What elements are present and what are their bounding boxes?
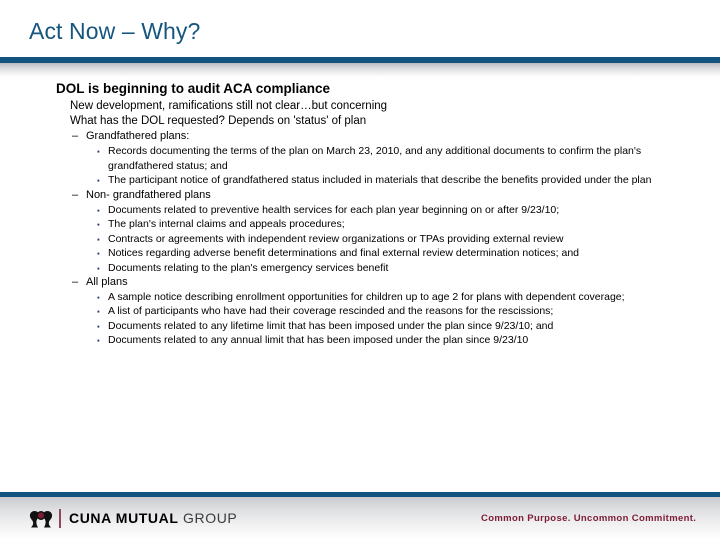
group-heading-grandfathered	[0, 129, 720, 144]
intro-line-1: New development, ramifications still not clear…but concerning	[70, 100, 388, 112]
list-item-text: A list of participants who have had their coverage rescinded and the reasons for the rescissions;	[108, 305, 554, 318]
square-bullet-icon: ▪	[97, 336, 100, 346]
list-item-text: The plan's internal claims and appeals procedures;	[108, 218, 345, 230]
brand-name-primary: CUNA MUTUAL	[69, 510, 179, 526]
list-item	[0, 217, 720, 232]
group-label: Non- grandfathered plans	[86, 188, 211, 201]
group-label: All plans	[86, 276, 128, 288]
group-heading-non-grandfathered	[0, 188, 720, 203]
slide-content-body	[0, 80, 720, 480]
square-bullet-icon: ▪	[97, 292, 100, 302]
list-item	[0, 290, 720, 305]
group-label: Grandfathered plans:	[86, 130, 190, 143]
brand-tagline: Common Purpose. Uncommon Commitment.	[481, 513, 697, 524]
square-bullet-icon: ▪	[97, 321, 100, 331]
dash-marker-icon: –	[72, 130, 79, 143]
brand-wordmark	[69, 510, 237, 526]
list-item-text: Contracts or agreements with independent review organizations or TPAs providing external review	[108, 232, 564, 245]
list-item-text: Documents related to preventive health services for each plan year beginning on or after 9/23/10;	[108, 203, 560, 216]
list-item-text: Documents related to any lifetime limit that has been imposed under the plan since 9/23/10; and	[108, 319, 554, 332]
list-item	[0, 232, 720, 247]
list-item	[0, 333, 720, 348]
list-item	[0, 173, 720, 188]
header-divider-shadow	[0, 63, 720, 77]
list-item	[0, 203, 720, 218]
square-bullet-icon: ▪	[97, 220, 100, 229]
list-item	[0, 246, 720, 261]
square-bullet-icon: ▪	[97, 205, 100, 215]
list-item	[0, 304, 720, 319]
list-item	[0, 261, 720, 276]
list-item-text: Documents relating to the plan's emergency services benefit	[108, 261, 389, 274]
content-heading: DOL is beginning to audit ACA compliance	[56, 81, 331, 96]
cuna-mutual-emblem-icon	[28, 507, 54, 530]
logo-separator-bar	[59, 509, 61, 528]
page-title: Act Now – Why?	[29, 18, 201, 44]
list-item	[0, 144, 720, 173]
intro-line-2: What has the DOL requested? Depends on 'status' of plan	[70, 115, 367, 128]
slide-header	[0, 0, 720, 57]
dash-marker-icon: –	[72, 276, 79, 288]
square-bullet-icon: ▪	[97, 234, 100, 244]
dash-marker-icon: –	[72, 188, 79, 201]
list-item-text: Notices regarding adverse benefit determinations and final external review determination notices; and	[108, 247, 580, 259]
square-bullet-icon: ▪	[97, 176, 100, 186]
list-item-text: A sample notice describing enrollment opportunities for children up to age 2 for plans with dependent coverage;	[108, 290, 625, 303]
list-item-text: Documents related to any annual limit that has been imposed under the plan since 9/23/10	[108, 334, 529, 347]
list-item-text: The participant notice of grandfathered status included in materials that describe the benefits provided under the plan	[108, 174, 652, 187]
square-bullet-icon: ▪	[97, 263, 100, 273]
brand-logo	[28, 506, 237, 530]
group-heading-all-plans	[0, 275, 720, 290]
brand-name-secondary: GROUP	[183, 510, 238, 526]
square-bullet-icon: ▪	[97, 307, 100, 317]
square-bullet-icon: ▪	[97, 147, 100, 157]
square-bullet-icon: ▪	[97, 249, 100, 258]
list-item	[0, 319, 720, 334]
list-item-text: Records documenting the terms of the plan on March 23, 2010, and any additional documents to confirm the plan's grandfathered status; and	[108, 145, 642, 172]
